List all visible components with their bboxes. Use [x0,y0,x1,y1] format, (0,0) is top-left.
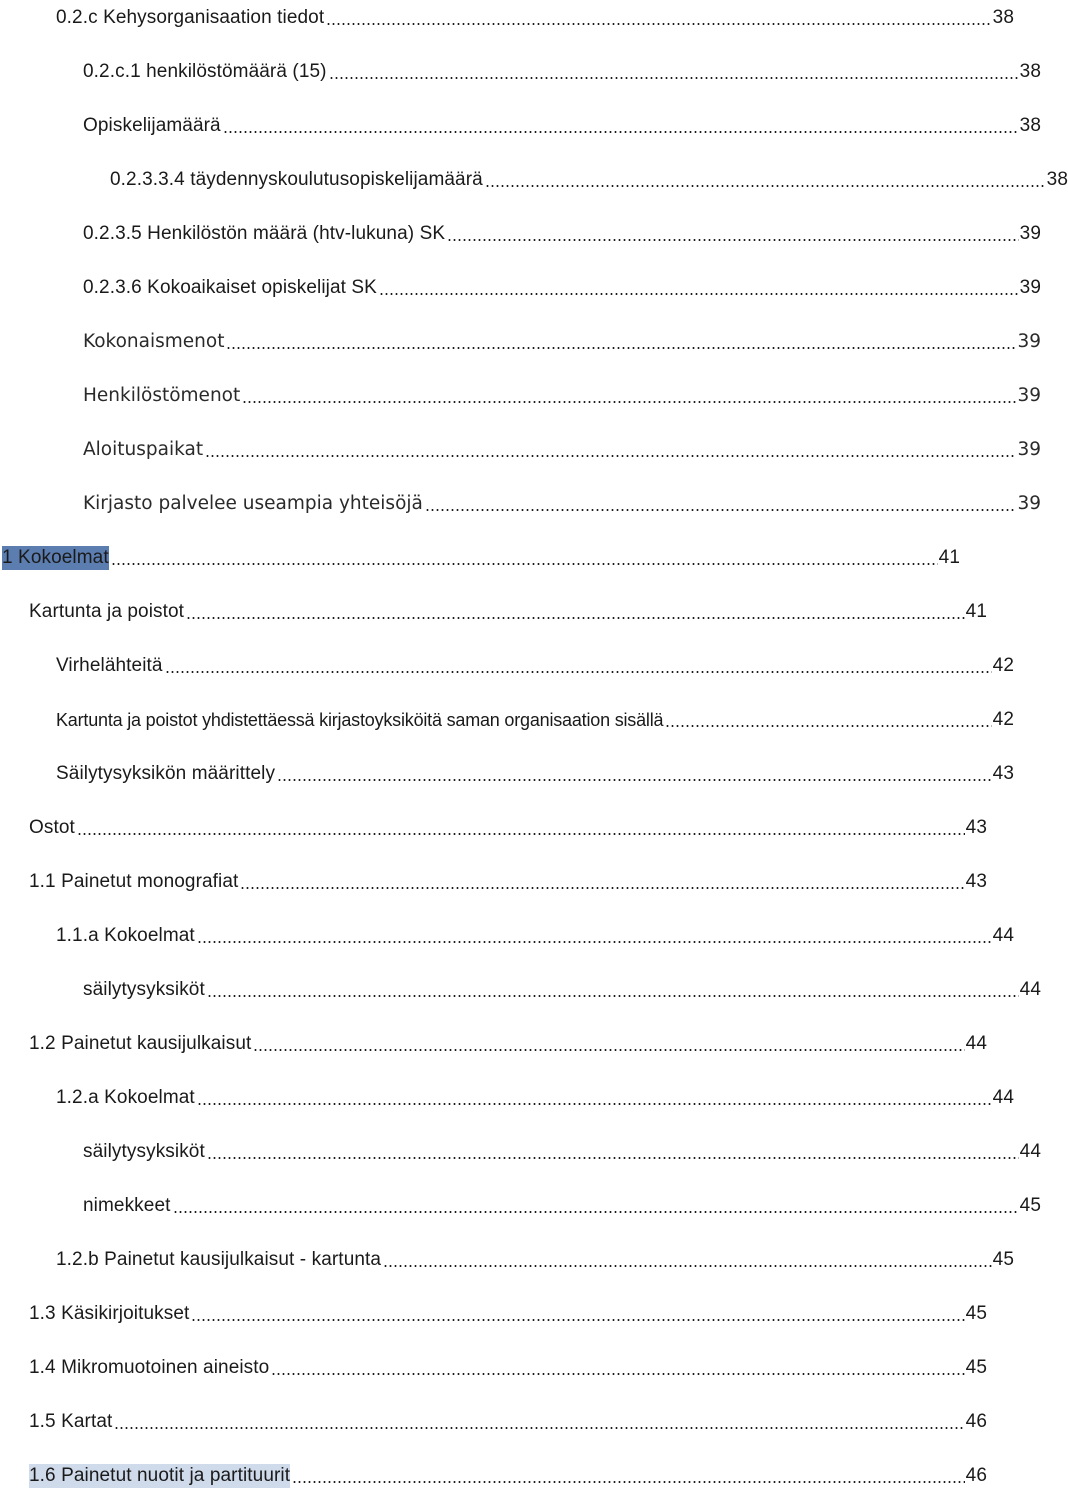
toc-entry-label: 1.2 Painetut kausijulkaisut [29,1033,252,1054]
toc-entry-label: Ostot [29,817,75,838]
toc-entry-page: 44 [992,925,1014,946]
toc-entry[interactable] [0,0,1014,30]
toc-entry-page: 45 [965,1357,987,1378]
toc-entry-page: 43 [992,763,1014,784]
dot-leader [292,1481,965,1483]
dot-leader [329,77,1019,79]
toc-entry[interactable] [0,108,1041,138]
dot-leader [242,401,1016,403]
dot-leader [226,347,1016,349]
toc-entry-page: 39 [1017,331,1041,352]
toc-entry[interactable] [0,378,1041,408]
toc-entry-page: 38 [1019,61,1041,82]
toc-entry-label: Kokonaismenot [83,331,225,352]
toc-entry[interactable] [0,1242,1014,1272]
dot-leader [186,617,965,619]
toc-entry-page: 43 [965,871,987,892]
dot-leader [205,455,1016,457]
toc-entry-page: 45 [992,1249,1014,1270]
toc-entry-page: 46 [965,1465,987,1486]
toc-entry-label: 0.2.3.6 Kokoaikaiset opiskelijat SK [83,277,377,298]
dot-leader [207,1157,1019,1159]
toc-entry-label: 1.1.a Kokoelmat [56,925,195,946]
dot-leader [77,833,965,835]
dot-leader [111,563,938,565]
dot-leader [326,23,991,25]
toc-entry[interactable] [0,1404,987,1434]
toc-entry-label: Opiskelijamäärä [83,115,221,136]
dot-leader [277,779,992,781]
toc-entry-page: 45 [1019,1195,1041,1216]
toc-entry[interactable] [0,702,1014,732]
toc-entry-label: Kartunta ja poistot yhdistettäessä kirjastoyksiköitä saman organisaation sisällä [56,710,664,730]
toc-entry[interactable] [0,1026,987,1056]
dot-leader [379,293,1019,295]
toc-entry-page: 44 [1019,979,1041,1000]
toc-entry-label: 1.5 Kartat [29,1411,113,1432]
toc-entry-label: 0.2.3.3.4 täydennyskoulutusopiskelijamäärä [110,169,483,190]
toc-entry[interactable] [0,324,1041,354]
toc-entry-page: 39 [1017,439,1041,460]
toc-entry[interactable] [0,594,987,624]
toc-entry[interactable] [0,810,987,840]
dot-leader [207,995,1019,997]
dot-leader [425,509,1017,511]
toc-entry[interactable] [0,216,1041,246]
toc-entry-page: 42 [992,655,1014,676]
toc-entry[interactable] [0,918,1014,948]
dot-leader [197,941,992,943]
toc-entry-label: 1.4 Mikromuotoinen aineisto [29,1357,270,1378]
dot-leader [485,185,1046,187]
dot-leader [165,671,992,673]
toc-entry[interactable] [0,1080,1014,1110]
toc-entry-label: Säilytysyksikön määrittely [56,763,276,784]
toc-entry-label: nimekkeet [83,1195,171,1216]
dot-leader [665,725,991,727]
toc-entry-page: 44 [965,1033,987,1054]
toc-entry[interactable] [0,270,1041,300]
toc-entry-label: 0.2.3.5 Henkilöstön määrä (htv-lukuna) SK [83,223,446,244]
toc-entry-label: Kirjasto palvelee useampia yhteisöjä [83,493,423,514]
toc-entry-label: säilytysyksiköt [83,979,205,1000]
toc-entry[interactable] [0,162,1068,192]
toc-entry[interactable] [0,432,1041,462]
dot-leader [191,1319,964,1321]
toc-entry-page: 45 [965,1303,987,1324]
toc-entry-page: 44 [1019,1141,1041,1162]
dot-leader [173,1211,1019,1213]
toc-entry-label: Kartunta ja poistot [29,601,185,622]
toc-entry-page: 43 [965,817,987,838]
dot-leader [197,1103,992,1105]
toc-entry-page: 39 [1019,277,1041,298]
toc-entry[interactable] [0,1134,1041,1164]
toc-entry[interactable] [0,864,987,894]
toc-entry-page: 38 [992,7,1014,28]
dot-leader [253,1049,964,1051]
toc-entry-page: 44 [992,1087,1014,1108]
toc-entry[interactable] [0,756,1014,786]
dot-leader [240,887,964,889]
toc-entry-label: 1.6 Painetut nuotit ja partituurit [29,1465,291,1486]
toc-entry-page: 38 [1019,115,1041,136]
toc-entry-page: 46 [965,1411,987,1432]
toc-entry-page: 41 [965,601,987,622]
dot-leader [383,1265,992,1267]
toc-entry-page: 39 [1017,385,1041,406]
toc-entry[interactable] [0,486,1041,516]
toc-entry-label: 1.3 Käsikirjoitukset [29,1303,190,1324]
toc-entry-selected[interactable] [0,540,960,570]
toc-entry-page: 42 [992,709,1014,730]
toc-entry-label: 1 Kokoelmat [2,547,109,568]
toc-entry-highlighted[interactable] [0,1458,987,1488]
toc-entry[interactable] [0,1296,987,1326]
toc-entry[interactable] [0,1188,1041,1218]
toc-entry-label: 1.2.b Painetut kausijulkaisut - kartunta [56,1249,382,1270]
dot-leader [447,239,1019,241]
toc-entry-label: säilytysyksiköt [83,1141,205,1162]
dot-leader [114,1427,964,1429]
toc-entry-label: 0.2.c.1 henkilöstömäärä (15) [83,61,327,82]
toc-entry-label: 1.1 Painetut monografiat [29,871,239,892]
toc-entry[interactable] [0,1350,987,1380]
toc-entry-label: 1.2.a Kokoelmat [56,1087,195,1108]
toc-entry-label: Henkilöstömenot [83,385,241,406]
toc-entry-label: Aloituspaikat [83,439,204,460]
toc-entry-label: 0.2.c Kehysorganisaation tiedot [56,7,325,28]
toc-entry-page: 38 [1046,169,1068,190]
toc-entry-page: 41 [938,547,960,568]
dot-leader [223,131,1019,133]
toc-entry[interactable] [0,648,1014,678]
toc-entry-page: 39 [1017,493,1041,514]
toc-entry-page: 39 [1019,223,1041,244]
toc-entry[interactable] [0,54,1041,84]
toc-entry-label: Virhelähteitä [56,655,163,676]
dot-leader [271,1373,964,1375]
toc-entry[interactable] [0,972,1041,1002]
